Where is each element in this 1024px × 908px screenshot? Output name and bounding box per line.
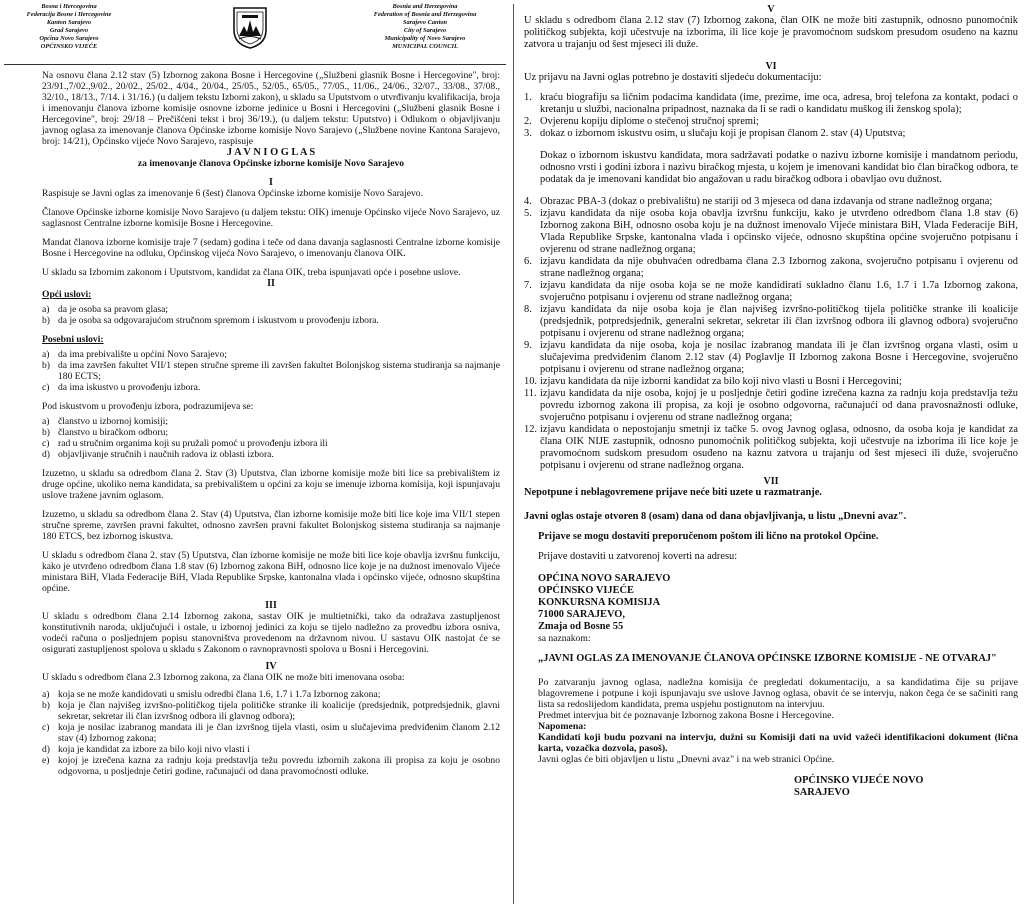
list-item xyxy=(42,755,500,777)
signature-line: OPĆINSKO VIJEĆE NOVO xyxy=(794,775,924,786)
intro-paragraph: Na osnovu člana 2.12 stav (5) Izbornog zakona Bosne i Hercegovine („Službeni glasnik Bosne i Hercegovine", broj: 23/91.,7/02.,9/02., 20/02., 25/02., 4/04., 20/04., 25/05., 52/05., 65/05., 77/05., 11/06., 24/06., 32/07., 33/08., 37/08., 32/10., 18/13., 7/14. i 31/16.) (u daljem tekstu Izborni zakon), u skladu sa Uputstvom o utvrđivanju kvalifikacija, broja i imenovanju članova izborne komisije osnovne izborne jedinice u Bosni i Hercegovini („Službeni glasnik Bosne i Hercegovine", broj: 29/18 – Prečišćeni tekst i broj 36/19.), (u daljem tekstu: Uputstvo) i Odlukom o objavljivanju javnog oglasa za imenovanje članova Općinske izborne komisije Novo Sarajevo („Službene novine Kantona Sarajevo, broj: 14/21), Općinsko vijeće Novo Sarajevo, raspisuje xyxy=(42,70,500,147)
paragraph: U skladu s odredbom člana 2.3 Izbornog zakona, za člana OIK ne može biti imenovana osoba: xyxy=(42,672,405,683)
paragraph: Javni oglas ostaje otvoren 8 (osam) dana od dana objavljivanja, u listu „Dnevni avaz". xyxy=(524,511,907,522)
list-item xyxy=(524,376,1018,388)
list-item xyxy=(42,416,500,427)
list-item xyxy=(42,382,500,393)
special-conditions-title: Posebni uslovi: xyxy=(42,334,104,345)
list-text: koja je nosilac izabranog mandata ili je član izvršnog tijela vlasti, osim u slučajevima predviđenim članom 2.12 stav (4) Izbornog zakona; xyxy=(58,722,500,744)
column-divider xyxy=(513,4,514,904)
paragraph: U skladu s odredbom člana 2. stav (5) Uputstva, član izborne komisije ne može biti lice koje obavlja izvršnu funkciju, kako je utvrđeno odredbom člana 1.8 stav (6) Izbornog zakona BiH, odnosno lice koje je na dužnost imenovalo Vijeće ministara BiH, Vlada Federacije BiH, Vlada Republike Srpske, kantonalna vlada i općinsko vijeće, odnosno skupština općine. xyxy=(42,550,500,594)
left-body xyxy=(42,70,500,777)
list-marker: c) xyxy=(42,722,50,733)
paragraph: Nepotpune i neblagovremene prijave neće biti uzete u razmatranje. xyxy=(524,487,822,498)
letterhead-right-line: Sarajevo Canton xyxy=(402,19,448,26)
letterhead-right xyxy=(350,3,500,51)
general-conditions-list xyxy=(42,304,500,326)
paragraph: Po zatvaranju javnog oglasa, nadležna komisija će pregledati dokumentaciju, a sa kandidatima čije su prijave blagovremene i potpune i koji ispunjavaju sve uslove Javnog oglasa, obavit će se intervju, nakon čega će se sačiniti rang lista sa redoslijedom kandidata, prema uspjehu postignutom na intervjuu. xyxy=(538,677,1018,710)
ineligibility-list xyxy=(42,689,500,777)
letterhead xyxy=(4,0,506,65)
list-item xyxy=(42,689,500,700)
list-item xyxy=(524,92,1018,116)
section-1-heading: I xyxy=(269,177,273,188)
list-text: da ima prebivalište u općini Novo Sarajevo; xyxy=(58,349,227,360)
list-text: izjavu kandidata o nepostojanju smetnji iz tačke 5. ovog Javnog oglasa, odnosno, da osoba koja je kandidat za člana OIK NIJE zastupnik, odnosno punomoćnik političkog subjekta, koji učestvuje na izborima ili lice koje je pravomoćnom sudskom presudom osuđeno na kaznu zatvora u trajanju od šest mjeseci ili duže, svojeručno potpisanu i ovjerenu od strane nadležnog organa. xyxy=(540,424,1018,471)
letterhead-left-line: Kanton Sarajevo xyxy=(46,19,92,26)
list-marker: d) xyxy=(42,449,50,460)
paragraph: U skladu s odredbom člana 2.12 stav (7) Izbornog zakona, član OIK ne može biti zastupnik, odnosno punomoćnik političkog subjekta, koji učestvuje na izborima, ili lice koje je pravomoćnom sudskom presudom osuđeno na kaznu zatvora u trajanju od šest mjeseci ili duže. xyxy=(524,15,1018,50)
section-4-heading: IV xyxy=(265,661,277,672)
list-marker: 12. xyxy=(524,424,537,435)
right-body xyxy=(524,4,1018,799)
letterhead-right-line: Federation of Bosnia and Herzegovina xyxy=(373,11,477,18)
documents-list-a xyxy=(524,92,1018,140)
paragraph: Javni oglas će biti objavljen u listu „Dnevni avaz" i na web stranici Općine. xyxy=(538,754,835,765)
envelope-note: „JAVNI OGLAS ZA IMENOVANJE ČLANOVA OPĆINSKE IZBORNE KOMISIJE - NE OTVARAJ" xyxy=(538,653,997,664)
list-marker: a) xyxy=(42,689,50,700)
list-text: koja se ne može kandidovati u smislu odredbi člana 1.6, 1.7 i 1.7a Izbornog zakona; xyxy=(58,689,381,700)
list-marker: c) xyxy=(42,438,50,449)
note-heading: Napomena: xyxy=(538,721,587,732)
list-item xyxy=(524,256,1018,280)
list-marker: 3. xyxy=(524,128,532,139)
experience-title: Pod iskustvom u provođenju izbora, podrazumijeva se: xyxy=(42,401,254,412)
list-text: koja je član najvišeg izvršno-političkog tijela političke stranke ili koalicije (predsjednik, potpredsjednik, glavni sekretar, sekretar ili član izvršnog odbora ili glavnog odbora); xyxy=(58,700,500,722)
list-item xyxy=(42,360,500,382)
list-text: izjavu kandidata da nije osoba koja je član najvišeg izvršno-političkog tijela političke stranke ili koalicije (predsjednik, potpredsjednik, generalni sekretar, sekretar ili član izvršnog odbora ili glavnog odbora) svojeručno potpisanu i ovjerenu od strane nadležnog organa; xyxy=(540,304,1018,339)
list-item xyxy=(524,196,1018,208)
notice-subtitle: za imenovanje članova Općinske izborne komisije Novo Sarajevo xyxy=(137,158,405,169)
address-line: KONKURSNA KOMISIJA xyxy=(538,597,661,608)
list-marker: d) xyxy=(42,744,50,755)
list-text: kojoj je izrečena kazna za radnju koja predstavlja težu povredu izbornih zakona ili propisa za koju je osobno odgovorna, u posljednje četiri godine, računajući od dana pravomoćnosti odluke. xyxy=(58,755,500,777)
list-item xyxy=(42,744,500,755)
list-item xyxy=(42,449,500,460)
list-item xyxy=(42,722,500,744)
list-item xyxy=(42,304,500,315)
list-text: članstvo u izbornoj komisiji; xyxy=(58,416,169,427)
list-marker: a) xyxy=(42,304,50,315)
paragraph: Prijave dostaviti u zatvorenoj koverti na adresu: xyxy=(538,551,738,562)
paragraph: Članove Općinske izborne komisije Novo Sarajevo (u daljem tekstu: OIK) imenuje Općinsko vijeće Novo Sarajevo, uz saglasnost Centralne izborne komisije Bosne i Hercegovine. xyxy=(42,207,500,229)
list-item xyxy=(524,116,1018,128)
list-marker: 11. xyxy=(524,388,537,399)
list-text: da je osoba sa odgovarajućom stručnom spremom i iskustvom u provođenju izbora. xyxy=(58,315,379,326)
address-block xyxy=(524,573,1018,645)
paragraph: Mandat članova izborne komisije traje 7 (sedam) godina i teče od dana davanja saglasnosti Centralne izborne komisije Bosne i Hercegovine na odluku, Općinskog vijeća Novo Sarajevo, o imenovanju članova OIK. xyxy=(42,237,500,259)
list-item xyxy=(524,304,1018,340)
list-item xyxy=(42,427,500,438)
letterhead-right-line: City of Sarajevo xyxy=(403,27,447,34)
list-text: izjavu kandidata da nije osoba koja se ne može kandidirati sukladno članu 1.6, 1.7 i 1.7a Izbornog zakona, svojeručno potpisanu i ovjerenu od strane nadležnog organa; xyxy=(540,280,1018,303)
list-item xyxy=(524,280,1018,304)
address-line: Zmaja od Bosne 55 xyxy=(538,621,624,632)
section-2-heading: II xyxy=(267,278,275,289)
list-text: da je osoba sa pravom glasa; xyxy=(58,304,169,315)
list-marker: c) xyxy=(42,382,50,393)
paragraph: U skladu s odredbom člana 2.14 Izbornog zakona, sastav OIK je multietnički, tako da odražava zastupljenost konstitutivnih naroda, uključujući i ostale, u izbornoj jedinici za koju se tijelo nadležno za provedbu izbora osniva, vodeći računa o posljednjem popisu stanovništva provedenom na državnom nivou. U sastavu OIK nastojat će se osigurati zastupljenost spolova u skladu s Zakonom o ravnopravnosti spolova u Bosni i Hercegovini. xyxy=(42,611,500,655)
list-text: izjavu kandidata da nije osoba, kojoj je u posljednje četiri godine izrečena kazna za radnju koja predstavlja težu povredu izbornog zakona ili propisa, za koji je osobno odgovorna, računajući od dana pravosnažnosti odluke, svojeručno potpisanu i ovjerenu od strane nadležnog organa; xyxy=(540,388,1018,423)
list-marker: 9. xyxy=(524,340,532,351)
general-conditions-title: Opći uslovi: xyxy=(42,289,92,300)
letterhead-left-line: Bosna i Hercegovina xyxy=(41,3,97,10)
list-marker: 8. xyxy=(524,304,532,315)
address-line: 71000 SARAJEVO, xyxy=(538,609,625,620)
list-marker: b) xyxy=(42,315,50,326)
list-item xyxy=(524,424,1018,472)
letterhead-left xyxy=(10,3,128,51)
special-conditions-list xyxy=(42,349,500,393)
paragraph: Predmet intervjua bit će poznavanje Izbornog zakona Bosne i Hercegovine. xyxy=(538,710,834,721)
paragraph: Raspisuje se Javni oglas za imenovanje 6 (šest) članova Općinske izborne komisije Novo Sarajevo. xyxy=(42,188,423,199)
address-line: OPĆINSKO VIJEĆE xyxy=(538,585,634,596)
list-marker: 5. xyxy=(524,208,532,219)
list-marker: 4. xyxy=(524,196,532,207)
paragraph: Uz prijavu na Javni oglas potrebno je dostaviti sljedeću dokumentaciju: xyxy=(524,72,822,83)
letterhead-left-line: Federacija Bosne i Hercegovine xyxy=(26,11,112,18)
signature-line: SARAJEVO xyxy=(794,787,850,798)
coat-of-arms-icon xyxy=(232,6,268,50)
list-text: izjavu kandidata da nije izborni kandidat za bilo koji nivo vlasti u Bosni i Hercegovini; xyxy=(540,376,902,387)
list-text: da ima završen fakultet VII/1 stepen stručne spreme ili završen fakultet Bolonjskog sistema studiranja sa najmanje 180 ECTS; xyxy=(58,360,500,382)
address-line: OPĆINA NOVO SARAJEVO xyxy=(538,573,671,584)
letterhead-right-line: Municipality of Novo Sarajevo xyxy=(384,35,466,42)
list-marker: 7. xyxy=(524,280,532,291)
list-marker: 10. xyxy=(524,376,537,387)
paragraph: Kandidati koji budu pozvani na intervju, dužni su Komisiji dati na uvid važeći identifikacioni dokument (lična karta, vozačka dozvola, pasoš). xyxy=(538,732,1018,754)
list-text: izjavu kandidata da nije osoba, koja je nosilac izabranog mandata ili je član izvršnog organa vlasti, osim u slučajevima predviđenim članom 2.12 stav (4) Poglavlje II Izbornog zakona Bosne i Hercegovine, svojeručno potpisanu i ovjerenu od strane nadležnog organa; xyxy=(540,340,1018,375)
list-marker: 1. xyxy=(524,92,532,103)
letterhead-right-line: Bosnia and Herzegovina xyxy=(392,3,458,10)
list-text: da ima iskustvo u provođenju izbora. xyxy=(58,382,201,393)
list-marker: a) xyxy=(42,416,50,427)
list-item xyxy=(524,388,1018,424)
paragraph: Prijave se mogu dostaviti preporučenom poštom ili lično na protokol Općine. xyxy=(538,531,879,542)
list-item xyxy=(524,340,1018,376)
section-3-heading: III xyxy=(265,600,277,611)
right-column xyxy=(518,0,1020,908)
list-marker: 6. xyxy=(524,256,532,267)
letterhead-left-line: OPĆINSKO VIJEĆE xyxy=(40,43,98,50)
letterhead-right-line: MUNICIPAL COUNCIL xyxy=(392,43,458,50)
list-text: Obrazac PBA-3 (dokaz o prebivalištu) ne stariji od 3 mjeseca od dana izdavanja od strane nadležnog organa; xyxy=(540,196,993,207)
section-6-heading: VI xyxy=(765,61,777,72)
list-marker: e) xyxy=(42,755,50,766)
list-marker: b) xyxy=(42,700,50,711)
experience-list xyxy=(42,416,500,460)
list-text: izjavu kandidata da nije osoba koja obavlja izvršnu funkciju, kako je utvrđeno odredbom člana 1.8 stav (6) Izbornog zakona BiH, odnosno osoba koju je na dužnost imenovalo Vijeće ministara BiH, Vlada Federacije BiH, Vlada Republike Srpske, kantonalna vlada i općinsko vijeće, odnosno skupština općine svojeručno potpisanu i ovjerenu od strane nadležnog organa; xyxy=(540,208,1018,255)
list-text: izjavu kandidata da nije obuhvaćen odredbama člana 2.3 Izbornog zakona, svojeručno potpisanu i ovjerenu od strane nadležnog organa; xyxy=(540,256,1018,279)
list-text: objavljivanje stručnih i naučnih radova iz oblasti izbora. xyxy=(58,449,274,460)
signature-block xyxy=(524,775,1018,799)
list-item xyxy=(42,700,500,722)
letterhead-left-line: Grad Sarajevo xyxy=(49,27,89,34)
paragraph: U skladu sa Izbornim zakonom i Uputstvom, kandidat za člana OIK, treba ispunjavati opće i posebne uslove. xyxy=(42,267,461,278)
documents-list-b xyxy=(524,196,1018,472)
note-label: sa naznakom: xyxy=(538,633,591,644)
list-item xyxy=(42,315,500,326)
list-marker: b) xyxy=(42,427,50,438)
list-item xyxy=(524,208,1018,256)
list-marker: 2. xyxy=(524,116,532,127)
list-text: kraću biografiju sa ličnim podacima kandidata (ime, prezime, ime oca, adresa, broj telefona za kontakt, podaci o kretanju u službi, nacionalna pripadnost, naznaka da li se radi o kandidatu muškog ili ženskog spola); xyxy=(540,92,1018,115)
list-text: članstvo u biračkom odboru; xyxy=(58,427,169,438)
list-item xyxy=(42,349,500,360)
list-text: koja je kandidat za izbore za bilo koji nivo vlasti i xyxy=(58,744,250,755)
list-text: rad u stručnim organima koji su pružali pomoć u provođenju izbora ili xyxy=(58,438,328,449)
list-item xyxy=(524,128,1018,140)
list-marker: b) xyxy=(42,360,50,371)
section-7-heading: VII xyxy=(763,476,779,487)
list-marker: a) xyxy=(42,349,50,360)
section-5-heading: V xyxy=(767,4,775,15)
left-column xyxy=(0,0,510,908)
paragraph: Dokaz o izbornom iskustvu kandidata, mora sadržavati podatke o nazivu izborne komisije i mandatnom periodu, odnosno vrsti i godini izbora i nazivu biračkog mjesta, u kojem je imenovani kandidat bio član biračkog odbora, te podatak da je imenovani kandidat bio angažovan u radu biračkog odbora i obavljao ovu dužnost. xyxy=(540,150,1018,185)
notice-title: J A V N I O G L A S xyxy=(226,147,316,158)
list-text: dokaz o izbornom iskustvu osim, u slučaju koji je propisan članom 2. stav (4) Uputstva; xyxy=(540,128,906,139)
paragraph: Izuzetno, u skladu sa odredbom člana 2. Stav (4) Uputstva, član izborne komisije može biti lice koje ima VII/1 stepen stručne spreme, završen pravni fakultet, odnosno završen pravni fakultet Bolonjskog sistema studiranja sa najmanje 180 ETCS, bez izbornog iskustva. xyxy=(42,509,500,542)
list-item xyxy=(42,438,500,449)
paragraph: Izuzetno, u skladu sa odredbom člana 2. Stav (3) Uputstva, član izborne komisije može biti lice sa prebivalištem iz druge općine, ukoliko nema kandidata, sa prebivalištem u općini za koju se imenuje izborna komisija, koji ispunjavaju uslove tražene javnim oglasom. xyxy=(42,468,500,501)
letterhead-left-line: Općina Novo Sarajevo xyxy=(39,35,99,42)
list-text: Ovjerenu kopiju diplome o stečenoj stručnoj spremi; xyxy=(540,116,759,127)
